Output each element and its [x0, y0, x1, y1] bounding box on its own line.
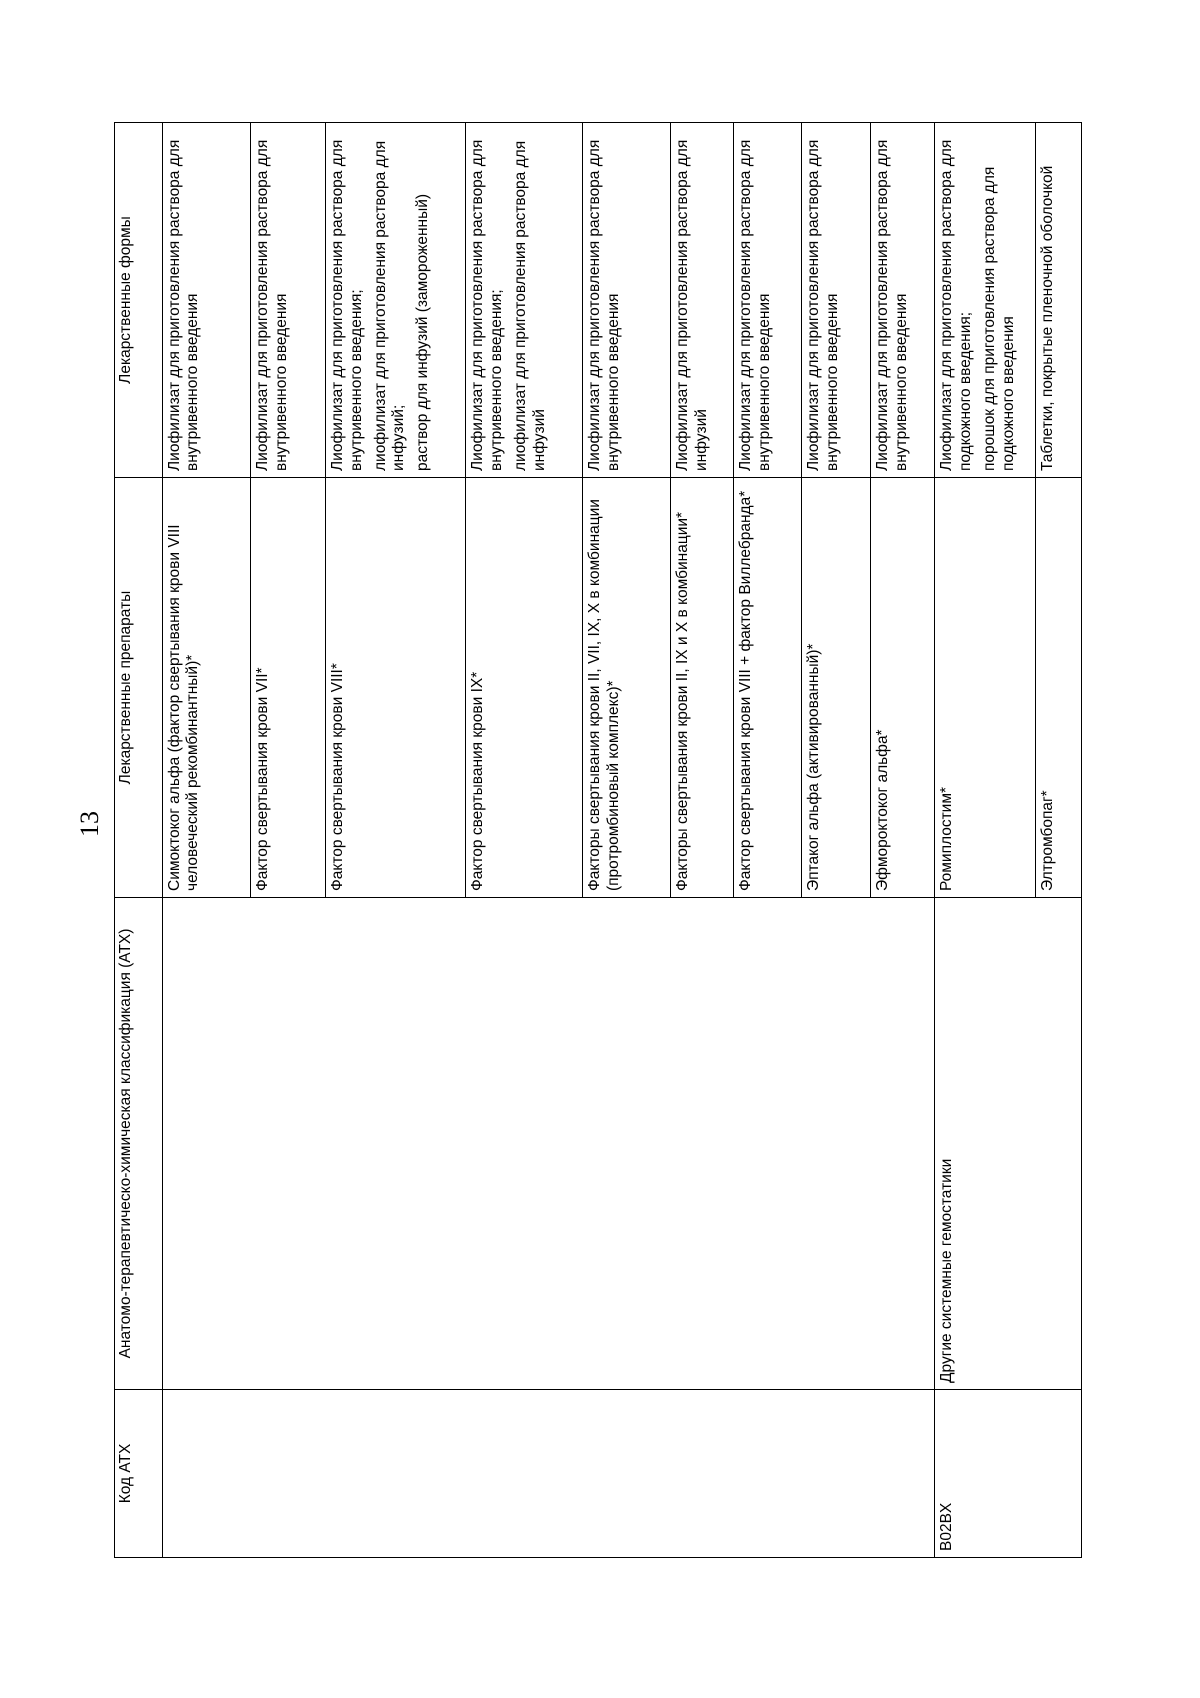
form-text: лиофилизат для приготовления раствора для инфузий; — [371, 140, 408, 471]
drug-cell: Факторы свертывания крови II, IX и X в комбинации* — [670, 478, 733, 898]
form-cell — [325, 123, 466, 478]
drug-cell: Фактор свертывания крови VIII* — [325, 478, 466, 898]
atc-cell — [162, 898, 935, 1390]
table-row — [162, 123, 251, 1558]
form-text: Лиофилизат для приготовления раствора для внутривенного введения; — [328, 139, 365, 471]
form-text: Лиофилизат для приготовления раствора для внутривенного введения — [736, 139, 773, 471]
drug-cell: Эфмороктоког альфа* — [871, 478, 935, 898]
header-atc: Анатомо-терапевтическо-химическая классификация (АТХ) — [115, 898, 163, 1390]
form-text: Лиофилизат для приготовления раствора для внутривенного введения — [254, 139, 291, 471]
code-cell — [162, 1390, 935, 1558]
form-cell — [162, 123, 251, 478]
form-cell — [733, 123, 801, 478]
drug-cell: Элтромбопаг* — [1036, 478, 1082, 898]
form-text: Лиофилизат для приготовления раствора для внутривенного введения — [804, 139, 841, 471]
form-cell — [801, 123, 870, 478]
form-text: Лиофилизат для приготовления раствора для инфузий — [673, 139, 710, 471]
form-text: раствор для инфузий (замороженный) — [414, 193, 432, 471]
rotated-table-container — [114, 123, 1082, 1558]
table-header-row — [115, 123, 163, 1558]
form-cell — [466, 123, 583, 478]
table-row — [935, 123, 1036, 1558]
atc-cell: Другие системные гемостатики — [935, 898, 1082, 1390]
form-text: порошок для приготовления раствора для подкожного введения — [981, 166, 1017, 471]
form-cell — [670, 123, 733, 478]
form-text: лиофилизат для приготовления раствора для инфузий — [512, 140, 548, 471]
drug-table — [114, 122, 1082, 1558]
header-code: Код АТХ — [115, 1390, 163, 1558]
form-text: Лиофилизат для приготовления раствора для подкожного введения; — [938, 139, 975, 471]
drug-cell: Ромиплостим* — [935, 478, 1036, 898]
form-cell — [251, 123, 325, 478]
drug-cell: Факторы свертывания крови II, VII, IX, X в комбинации (протромбиновый комплекс)* — [582, 478, 670, 898]
drug-cell: Фактор свертывания крови VII* — [251, 478, 325, 898]
form-cell — [871, 123, 935, 478]
header-drug: Лекарственные препараты — [115, 478, 163, 898]
form-cell — [1036, 123, 1082, 478]
form-text: Лиофилизат для приготовления раствора для внутривенного введения — [585, 139, 622, 471]
header-form: Лекарственные формы — [115, 123, 163, 478]
form-text: Таблетки, покрытые пленочной оболочкой — [1039, 165, 1057, 471]
drug-cell: Фактор свертывания крови VIII + фактор Виллебранда* — [733, 478, 801, 898]
page-number: 13 — [75, 811, 104, 837]
drug-cell: Симоктоког альфа (фактор свертывания крови VIII человеческий рекомбинантный)* — [162, 478, 251, 898]
drug-cell: Эптаког альфа (активированный)* — [801, 478, 870, 898]
form-text: Лиофилизат для приготовления раствора для внутривенного введения — [874, 139, 911, 471]
form-text: Лиофилизат для приготовления раствора для внутривенного введения; — [469, 139, 506, 471]
drug-cell: Фактор свертывания крови IX* — [466, 478, 583, 898]
code-cell: B02BX — [935, 1390, 1082, 1558]
form-cell — [935, 123, 1036, 478]
form-cell — [582, 123, 670, 478]
form-text: Лиофилизат для приготовления раствора для внутривенного введения — [165, 139, 202, 471]
